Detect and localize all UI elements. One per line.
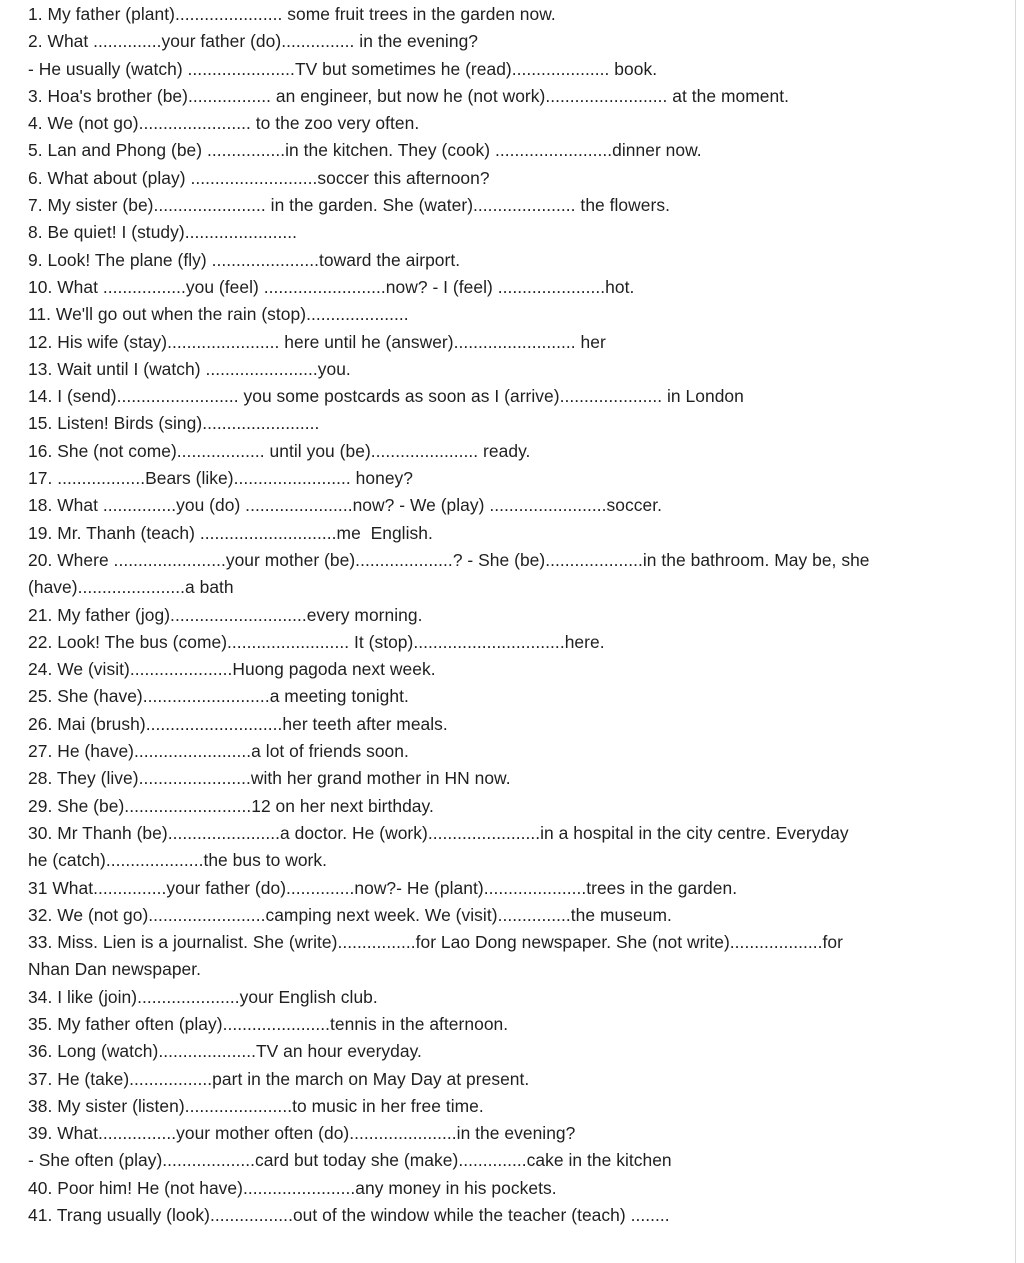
exercise-line-2-answer: - He usually (watch) ......................TV but sometimes he (read).................... book. [28,58,658,79]
exercise-line-30-cont: he (catch)....................the bus to work. [28,850,328,871]
exercise-line-24: 24. We (visit).....................Huong pagoda next week. [28,659,436,680]
exercise-line-21: 21. My father (jog)............................every morning. [28,604,423,625]
exercise-line-33: 33. Miss. Lien is a journalist. She (write)................for Lao Dong newspaper. She (not write)...................for [28,932,843,953]
exercise-line-8: 8. Be quiet! I (study)....................... [28,222,298,243]
exercise-line-36: 36. Long (watch)....................TV an hour everyday. [28,1041,422,1062]
exercise-line-27: 27. He (have)........................a lot of friends soon. [28,741,409,762]
exercise-line-30: 30. Mr Thanh (be).......................a doctor. He (work).......................in a hospital in the city centre. Everyday [28,822,849,843]
exercise-line-28: 28. They (live).......................with her grand mother in HN now. [28,768,511,789]
exercise-line-39: 39. What................your mother often (do)......................in the evening? [28,1123,576,1144]
exercise-line-7: 7. My sister (be)....................... in the garden. She (water)..................... the flowers. [28,195,670,216]
exercise-line-14: 14. I (send)......................... you some postcards as soon as I (arrive)..................... in London [28,386,744,407]
exercise-line-12: 12. His wife (stay)....................... here until he (answer)......................... her [28,331,606,352]
exercise-line-9: 9. Look! The plane (fly) ......................toward the airport. [28,249,461,270]
exercise-line-15: 15. Listen! Birds (sing)........................ [28,413,320,434]
exercise-line-32: 32. We (not go)........................camping next week. We (visit)...............the museum. [28,904,672,925]
exercise-line-22: 22. Look! The bus (come)......................... It (stop)...............................here. [28,631,605,652]
exercise-line-39-answer: - She often (play)...................card but today she (make)..............cake in the kitchen [28,1150,672,1171]
exercise-line-6: 6. What about (play) ..........................soccer this afternoon? [28,167,490,188]
exercise-line-41: 41. Trang usually (look).................out of the window while the teacher (teach) ........ [28,1205,670,1226]
page-edge-divider [1015,0,1016,1263]
exercise-line-40: 40. Poor him! He (not have).......................any money in his pockets. [28,1177,557,1198]
exercise-line-35: 35. My father often (play)......................tennis in the afternoon. [28,1013,509,1034]
exercise-line-18: 18. What ...............you (do) ......................now? - We (play) ........................soccer. [28,495,662,516]
exercise-line-20-cont: (have)......................a bath [28,577,234,598]
exercise-line-16: 16. She (not come).................. until you (be)...................... ready. [28,440,531,461]
exercise-line-17: 17. ..................Bears (like)........................ honey? [28,468,414,489]
exercise-line-38: 38. My sister (listen)......................to music in her free time. [28,1095,484,1116]
exercise-line-37: 37. He (take).................part in the march on May Day at present. [28,1068,530,1089]
exercise-line-13: 13. Wait until I (watch) .......................you. [28,358,351,379]
exercise-line-34: 34. I like (join).....................your English club. [28,986,378,1007]
exercise-line-31: 31 What...............your father (do)..............now?- He (plant).....................trees in the garden. [28,877,738,898]
exercise-line-25: 25. She (have)..........................a meeting tonight. [28,686,409,707]
worksheet [28,0,1018,1229]
exercise-line-3: 3. Hoa's brother (be)................. an engineer, but now he (not work)......................... at the moment. [28,85,789,106]
exercise-line-26: 26. Mai (brush)............................her teeth after meals. [28,713,448,734]
exercise-line-19: 19. Mr. Thanh (teach) ............................me English. [28,522,433,543]
exercise-line-2: 2. What ..............your father (do)............... in the evening? [28,31,479,52]
exercise-line-10: 10. What .................you (feel) .........................now? - I (feel) ......................hot. [28,276,635,297]
exercise-line-11: 11. We'll go out when the rain (stop)..................... [28,304,409,325]
exercise-line-1: 1. My father (plant)...................... some fruit trees in the garden now. [28,4,556,24]
exercise-line-29: 29. She (be)..........................12 on her next birthday. [28,795,434,816]
exercise-line-33-cont: Nhan Dan newspaper. [28,959,202,980]
exercise-line-4: 4. We (not go)....................... to the zoo very often. [28,113,420,134]
exercise-line-20: 20. Where .......................your mother (be)....................? - She (be)....................in the bathroom. May be, she [28,549,870,570]
exercise-line-5: 5. Lan and Phong (be) ................in the kitchen. They (cook) ........................dinner now. [28,140,702,161]
